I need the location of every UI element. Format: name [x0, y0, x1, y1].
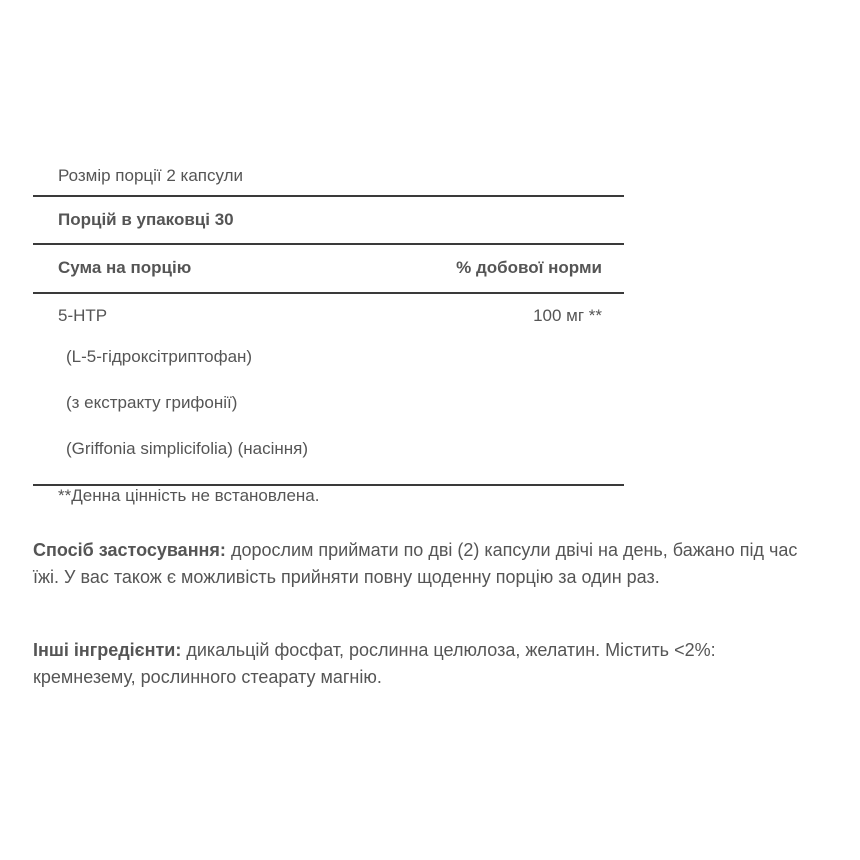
ingredient-detail	[33, 342, 624, 388]
ingredient-detail	[33, 434, 624, 486]
table-header-row	[33, 245, 624, 294]
ingredient-row	[33, 294, 624, 342]
serving-size-row	[33, 150, 624, 197]
usage-paragraph	[33, 537, 823, 591]
supplement-facts-table	[33, 150, 624, 486]
daily-value-header: % добової норми	[456, 258, 602, 277]
ingredient-detail-text: (Griffonia simplicifolia) (насіння)	[66, 439, 309, 458]
ingredient-name: 5-HTP	[58, 306, 108, 325]
serving-size-text: Розмір порції 2 капсули	[58, 166, 244, 185]
other-ingredients-label: Інші інгредієнти:	[33, 640, 182, 660]
ingredient-detail-text: (L-5-гідроксітриптофан)	[66, 347, 253, 366]
footnote: **Денна цінність не встановлена.	[58, 486, 320, 505]
ingredient-detail	[33, 388, 624, 434]
servings-per-container-row	[33, 197, 624, 245]
usage-text: дорослим приймати по дві (2) капсули двічі на день, бажано під час їжі. У вас також є можливість прийняти повну щоденну порцію за один раз.	[33, 540, 798, 587]
other-ingredients-paragraph	[33, 637, 823, 691]
other-ingredients-text: дикальцій фосфат, рослинна целюлоза, желатин. Містить <2%: кремнезему, рослинного стеарату магнію.	[33, 640, 716, 687]
usage-label: Спосіб застосування:	[33, 540, 226, 560]
ingredient-amount: 100 мг **	[533, 306, 602, 325]
servings-per-container-text: Порцій в упаковці 30	[58, 210, 234, 229]
ingredient-detail-text: (з екстракту грифонії)	[66, 393, 238, 412]
amount-per-serving-header: Сума на порцію	[58, 258, 192, 277]
